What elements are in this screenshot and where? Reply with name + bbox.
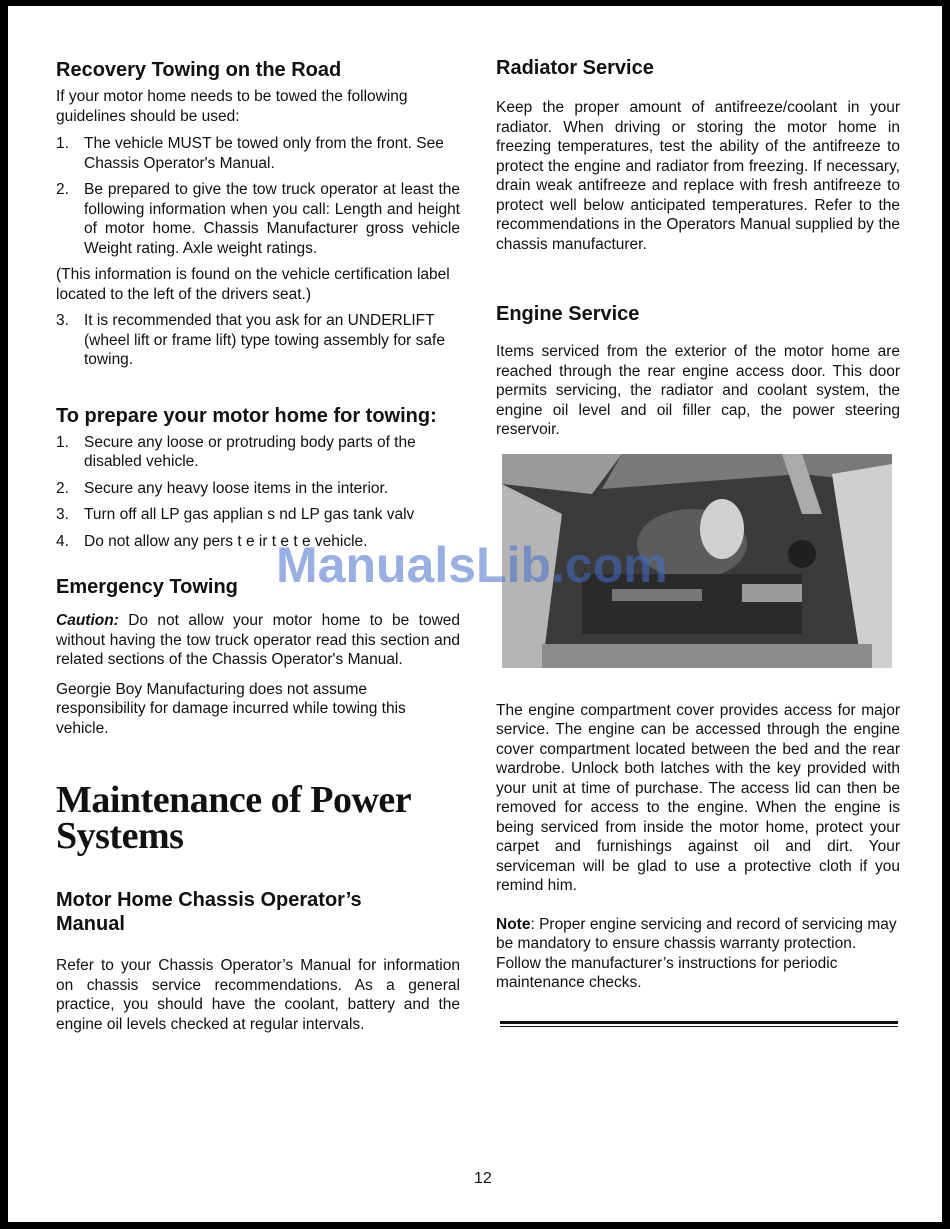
list-item (56, 505, 460, 525)
list-text: Secure any heavy loose items in the interior. (84, 479, 389, 497)
section-divider (500, 1021, 898, 1027)
list-number: 4. (56, 532, 69, 550)
list-item (56, 479, 460, 499)
list-text: Do not allow any pers t e ir t e t e vehicle. (84, 532, 368, 550)
list-item (56, 311, 460, 370)
list-number: 2. (56, 479, 69, 497)
list-item (56, 134, 460, 173)
list-text: It is recommended that you ask for an UNDERLIFT (wheel lift or frame lift) type towing assembly for safe towing. (84, 312, 445, 368)
radiator-heading: Radiator Service (496, 57, 654, 79)
page-number: 12 (474, 1170, 492, 1187)
note-paragraph (496, 915, 900, 993)
recovery-intro: If your motor home needs to be towed the following guidelines should be used: (56, 88, 408, 125)
chassis-manual-paragraph: Refer to your Chassis Operator’s Manual for information on chassis service recommendations. As a general practice, you should have the coolant, battery and the engine oil levels checked at regular intervals. (56, 957, 460, 1033)
list-number: 2. (56, 181, 69, 198)
prepare-list (56, 433, 460, 552)
list-number: 1. (56, 135, 69, 152)
caution-label: Caution: (56, 612, 119, 629)
engine-paragraph-1: Items serviced from the exterior of the motor home are reached through the rear engine access door. This door permits servicing, the radiator and coolant system, the engine oil level and oil filler cap, the power steering reservoir. (496, 343, 900, 438)
list-number: 1. (56, 433, 69, 451)
radiator-paragraph: Keep the proper amount of antifreeze/coolant in your radiator. When driving or storing the motor home in freezing temperatures, test the ability of the antifreeze to protect the engine and radiator from freezing. If necessary, drain weak antifreeze and replace with fresh antifreeze to protect well below anticipated temperatures. Refer to the recommendations in the Operators Manual supplied by the chassis manufacturer. (496, 99, 900, 253)
manual-page (8, 6, 942, 1222)
watermark-text: ManualsLib.com (276, 537, 668, 593)
engine-paragraph-2: The engine compartment cover provides access for major service. The engine can be accessed through the engine cover compartment located between the bed and the rear wardrobe. Unlock both latches with the key provided with your unit at time of purchase. The access lid can then be removed for access to the engine. When the engine is being serviced from inside the motor home, protect your carpet and furnishings against oil and dirt. Your serviceman will be glad to use a protective cloth if you remind him. (496, 701, 900, 894)
list-text: The vehicle MUST be towed only from the front. See Chassis Operator's Manual. (84, 135, 444, 172)
caution-paragraph (56, 611, 460, 670)
recovery-heading: Recovery Towing on the Road (56, 59, 342, 81)
list-item (56, 433, 460, 472)
list-number: 3. (56, 506, 69, 523)
engine-heading: Engine Service (496, 303, 640, 325)
note-label: Note (496, 915, 531, 933)
emergency-heading: Emergency Towing (56, 576, 238, 598)
list-text: Secure any loose or protruding body parts of the disabled vehicle. (84, 433, 416, 470)
list-text: Be prepared to give the tow truck operator at least the following information when you call: Length and height of motor home. Chassis Manufacturer gross vehicle Weight rating. Axle weight ratings. (84, 181, 460, 257)
recovery-note: (This information is found on the vehicle certification label located to the left of the drivers seat.) (56, 266, 450, 303)
disclaimer-paragraph: Georgie Boy Manufacturing does not assume responsibility for damage incurred while towing this vehicle. (56, 680, 406, 737)
list-text: Turn off all LP gas applian s nd LP gas tank valv (84, 506, 415, 523)
recovery-list-2 (56, 311, 460, 370)
section-title: Maintenance of Power Systems (56, 779, 411, 857)
prepare-heading: To prepare your motor home for towing: (56, 404, 437, 427)
chassis-manual-heading: Motor Home Chassis Operator’s Manual (56, 889, 362, 935)
note-text: : Proper engine servicing and record of servicing may be mandatory to ensure chassis warranty protection. Follow the manufacturer’s instructions for periodic maintenance checks. (496, 915, 897, 991)
caution-text: Do not allow your motor home to be towed without having the tow truck operator read this section and related sections of the Chassis Operator's Manual. (56, 612, 460, 668)
list-number: 3. (56, 312, 69, 329)
list-item (56, 180, 460, 258)
recovery-list (56, 134, 460, 258)
